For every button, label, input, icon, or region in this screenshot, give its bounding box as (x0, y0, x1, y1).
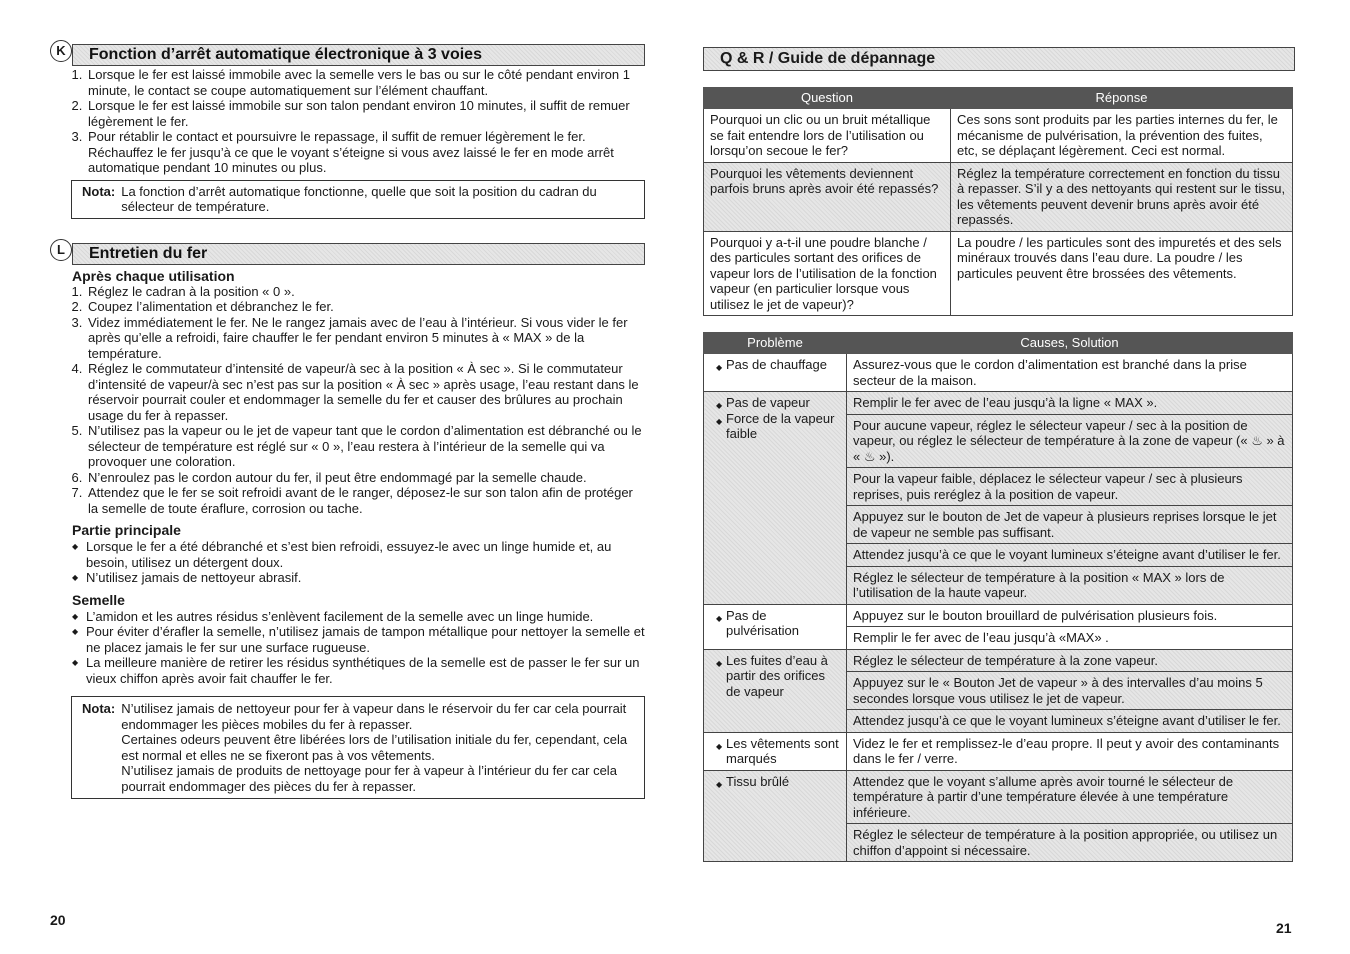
section-k-title: Fonction d’arrêt automatique électronique à 3 voies (72, 44, 645, 66)
nota-lines (121, 701, 634, 794)
nota-label: Nota: (82, 701, 116, 716)
question-cell: Pourquoi les vêtements deviennent parfois bruns après avoir été repassés? (704, 162, 951, 231)
bullet-item: ◆ Pour éviter d’érafler la semelle, n’utilisez jamais de tampon métallique pour nettoyer la semelle et ne placez jamais le fer sur une surface rugueuse. (86, 624, 645, 655)
solution-cell: Réglez le sélecteur de température à la position appropriée, ou utilisez un chiffon d’appoint si nécessaire. (847, 824, 1293, 862)
list-item: 4. Réglez le commutateur d’intensité de vapeur/à sec à la position « À sec ». Si le commutateur d’intensité de vapeur/à sec n’est pas sur la position « À sec » après usage, l’eau restant dans le réservoir pourrait couler et endommager la semelle du fer et causer des brûlures au prochain usage du fer à repasser. (86, 361, 645, 423)
nota-line: N’utilisez jamais de produits de nettoyage pour fer à vapeur à l’intérieur du fer car cela pourrait endommager des pièces du fer à repasser. (121, 763, 617, 794)
section-k-header (50, 40, 645, 63)
solution-cell: Réglez le sélecteur de température à la position « MAX » lors de l’utilisation de la haute vapeur. (847, 566, 1293, 604)
problem-cell (704, 649, 847, 732)
problem-label: ◆ Pas de chauffage (710, 357, 840, 373)
answer-cell: Réglez la température correctement en fonction du tissu à repasser. S’il y a des nettoyants qui restent sur le tissu, les vêtements peuvent devenir bruns après avoir été repassés. (951, 162, 1293, 231)
bullet-item: ◆ N’utilisez jamais de nettoyeur abrasif. (86, 570, 645, 586)
problem-cell (704, 392, 847, 605)
problem-label: ◆ Tissu brûlé (710, 774, 840, 790)
nota-text: La fonction d’arrêt automatique fonctionne, quelle que soit la position du cadran du sélecteur de température. (121, 183, 597, 214)
troubleshooting-title: Q & R / Guide de dépannage (703, 47, 1295, 71)
solution-cell: Appuyez sur le bouton de Jet de vapeur à plusieurs reprises lorsque le jet de vapeur ne semble pas suffisant. (847, 506, 1293, 544)
solution-cell: Attendez jusqu’à ce que le voyant lumineux s’éteigne avant d’utiliser le fer. (847, 544, 1293, 567)
table-row (704, 604, 1293, 627)
section-l-letter: L (50, 239, 72, 261)
problem-label: ◆ Pas de pulvérisation (710, 608, 840, 639)
subhead-sole: Semelle (72, 591, 125, 608)
table-row (704, 162, 1293, 231)
right-page (703, 47, 1295, 862)
ts-header-problem: Problème (704, 333, 847, 354)
solution-cell: Pour aucune vapeur, réglez le sélecteur vapeur / sec à la position de vapeur, ou réglez le sélecteur de température à la zone de vapeur (« ♨ » à « ♨ »). (847, 414, 1293, 468)
list-item: 6. N’enroulez pas le cordon autour du fer, il peut être endommagé par la semelle chaude. (86, 470, 645, 486)
solution-cell: Attendez jusqu’à ce que le voyant lumineux s’éteigne avant d’utiliser le fer. (847, 710, 1293, 733)
section-k-list (50, 67, 645, 176)
qa-header-question: Question (704, 88, 951, 109)
solution-cell: Remplir le fer avec de l’eau jusqu’à «MAX» . (847, 627, 1293, 650)
qa-header-answer: Réponse (951, 88, 1293, 109)
answer-cell: Ces sons sont produits par les parties internes du fer, le mécanisme de pulvérisation, la prévention des fuites, etc, se déplaçant légèrement. Ceci est normal. (951, 109, 1293, 163)
solution-cell: Attendez que le voyant s’allume après avoir tourné le sélecteur de température à partir d’une température élevée à une température inférieure. (847, 770, 1293, 824)
question-cell: Pourquoi un clic ou un bruit métallique se fait entendre lors de l’utilisation ou lorsqu’on secoue le fer? (704, 109, 951, 163)
table-row (704, 109, 1293, 163)
main-part-list (50, 539, 645, 586)
list-item: 3. Videz immédiatement le fer. Ne le rangez jamais avec de l’eau à l’intérieur. Si vous vider le fer après qu’elle a refroidi, faire chauffer le fer pendant environ 5 minutes à « MAX » de la température. (86, 315, 645, 362)
bullet-item: ◆ La meilleure manière de retirer les résidus synthétiques de la semelle est de passer le fer sur un vieux chiffon après avoir fait chauffer le fer. (86, 655, 645, 686)
solution-cell: Assurez-vous que le cordon d’alimentation est branché dans la prise secteur de la maison. (847, 354, 1293, 392)
left-page (50, 40, 645, 799)
qa-table (703, 87, 1293, 316)
list-item: 7. Attendez que le fer se soit refroidi avant de le ranger, déposez-le sur son talon afin de protéger la semelle de toute éraflure, corrosion ou tache. (86, 485, 645, 516)
bullet-item: ◆ L’amidon et les autres résidus s’enlèvent facilement de la semelle avec un linge humide. (86, 609, 645, 625)
table-row (704, 732, 1293, 770)
problem-table (703, 332, 1293, 862)
section-l-header (50, 239, 645, 262)
after-use-list (50, 284, 645, 517)
question-cell: Pourquoi y a-t-il une poudre blanche / des particules sortant des orifices de vapeur lors de l’utilisation de la fonction vapeur (en particulier lorsque vous utilisez le jet de vapeur)? (704, 231, 951, 316)
ts-header-solution: Causes, Solution (847, 333, 1293, 354)
nota-line: N’utilisez jamais de nettoyeur pour fer à vapeur dans le réservoir du fer car cela pourrait endommager les pièces mobiles du fer à repasser. (121, 701, 627, 732)
list-item: 2. Coupez l’alimentation et débranchez le fer. (86, 299, 645, 315)
table-row (704, 770, 1293, 824)
problem-label: ◆ Les vêtements sont marqués (710, 736, 840, 767)
problem-cell (704, 770, 847, 862)
section-l-title: Entretien du fer (72, 243, 645, 265)
table-row (704, 354, 1293, 392)
solution-cell: Pour la vapeur faible, déplacez le sélecteur vapeur / sec à plusieurs reprises, puis reréglez à la position de vapeur. (847, 468, 1293, 506)
solution-cell: Remplir le fer avec de l’eau jusqu’à la ligne « MAX ». (847, 392, 1293, 415)
list-item: 1. Réglez le cadran à la position « 0 ». (86, 284, 645, 300)
solution-cell: Videz le fer et remplissez-le d’eau propre. Il peut y avoir des contaminants dans le fer / verre. (847, 732, 1293, 770)
problem-cell (704, 604, 847, 649)
solution-cell: Réglez le sélecteur de température à la zone vapeur. (847, 649, 1293, 672)
problem-label: ◆ Pas de vapeur (710, 395, 840, 411)
problem-cell (704, 732, 847, 770)
bullet-item: ◆ Lorsque le fer a été débranché et s’est bien refroidi, essuyez-le avec un linge humide et, au besoin, utilisez un détergent doux. (86, 539, 645, 570)
page-number-left: 20 (50, 912, 66, 928)
list-item: 2. Lorsque le fer est laissé immobile sur son talon pendant environ 10 minutes, il suffit de remuer légèrement le fer. (86, 98, 645, 129)
page-number-right: 21 (1276, 920, 1292, 936)
subhead-after-use: Après chaque utilisation (72, 267, 235, 284)
sole-list (50, 609, 645, 687)
nota-line: Certaines odeurs peuvent être libérées lors de l’utilisation initiale du fer, cependant, cela est normal et elles ne se fixeront pas à vos vêtements. (121, 732, 628, 763)
solution-cell: Appuyez sur le bouton brouillard de pulvérisation plusieurs fois. (847, 604, 1293, 627)
list-item: 1. Lorsque le fer est laissé immobile avec la semelle vers le bas ou sur le côté pendant environ 1 minute, le contact se coupe automatiquement sur l’élément chauffant. (86, 67, 645, 98)
nota-label: Nota: (82, 183, 116, 199)
solution-cell: Appuyez sur le « Bouton Jet de vapeur » à des intervalles d’au moins 5 secondes lorsque vous utilisez le jet de vapeur. (847, 672, 1293, 710)
list-item: 5. N’utilisez pas la vapeur ou le jet de vapeur tant que le cordon d’alimentation est débranché ou le sélecteur de température est réglé sur « 0 », l’eau restera à l’intérieur de la semelle qui va provoquer une coloration. (86, 423, 645, 470)
problem-cell (704, 354, 847, 392)
problem-label: ◆ Force de la vapeur faible (710, 411, 840, 442)
section-l-nota (71, 696, 645, 799)
table-row (704, 231, 1293, 316)
answer-cell: La poudre / les particules sont des impuretés et des sels minéraux trouvés dans l’eau dure. La poudre / les particules peuvent être brossées des vêtements. (951, 231, 1293, 316)
list-item: 3. Pour rétablir le contact et poursuivre le repassage, il suffit de remuer légèrement le fer. Réchauffez le fer jusqu’à ce que le voyant s’éteigne si vous avez laissé le fer en mode arrêt automatique pendant 10 minutes ou plus. (86, 129, 645, 176)
subhead-main-part: Partie principale (72, 522, 181, 538)
section-k-nota (71, 180, 645, 219)
table-row (704, 649, 1293, 672)
table-row (704, 392, 1293, 415)
section-k-letter: K (50, 40, 72, 62)
problem-label: ◆ Les fuites d’eau à partir des orifices de vapeur (710, 653, 840, 700)
